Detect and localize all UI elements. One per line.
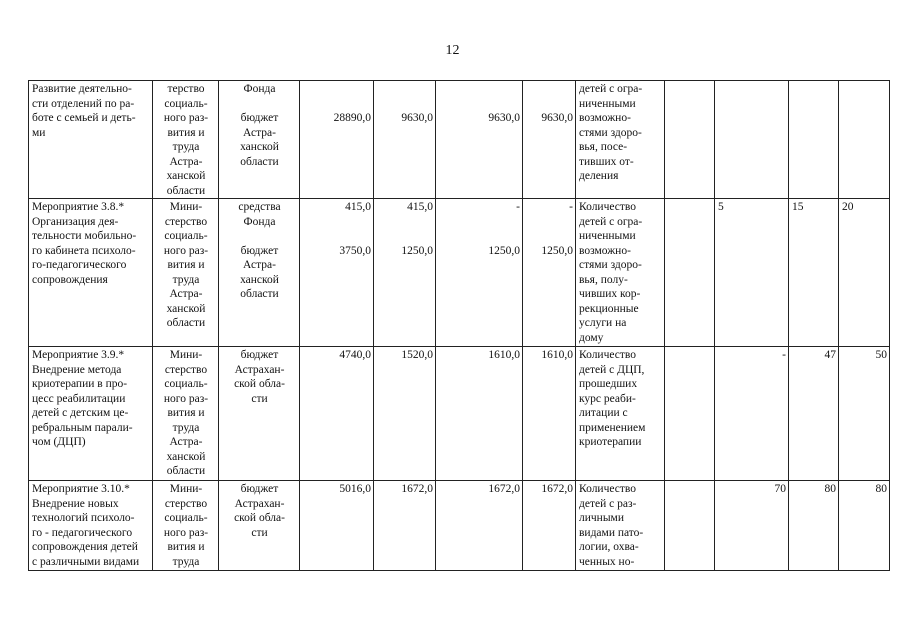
cell-text-line: социаль- xyxy=(164,97,208,110)
cell-text-line: социаль- xyxy=(164,230,208,242)
cell-text-line: го кабинета психоло- xyxy=(32,244,136,257)
cell-text-line: ченных но- xyxy=(579,555,635,568)
cell-text-line: области xyxy=(240,288,279,300)
cell-text-line: ребральным парали- xyxy=(32,421,133,434)
cell-text-line: Мероприятие 3.10.* xyxy=(32,483,130,495)
executor-cell xyxy=(153,481,219,571)
cell-text-line: чом (ДЦП) xyxy=(32,436,86,448)
amount-value: - xyxy=(569,201,573,213)
cell-text-line: цесс реабилитации xyxy=(32,392,126,405)
cell-text-line: социаль- xyxy=(164,378,208,390)
cell-text-line: рекционные xyxy=(579,302,639,315)
target-year1-cell: - xyxy=(715,347,789,481)
executor-cell xyxy=(153,199,219,347)
cell-text-line: области xyxy=(240,155,279,168)
executor-cell xyxy=(153,347,219,481)
total-amount-cell xyxy=(300,481,374,571)
cell-text-line: Развитие деятельно- xyxy=(32,83,132,95)
funding-source-cell xyxy=(219,347,300,481)
cell-text-line: технологий психоло- xyxy=(32,512,135,524)
amount-value: 1610,0 xyxy=(488,349,520,361)
cell-text-line: криотерапии xyxy=(579,436,642,448)
cell-text-line: области xyxy=(166,184,206,197)
cell-text-line: бюджет xyxy=(240,112,279,124)
executor-cell xyxy=(153,81,219,199)
cell-text-line: Мероприятие 3.8.* xyxy=(32,201,125,213)
cell-text-line: стями здоро- xyxy=(579,126,642,139)
amount-value: 1250,0 xyxy=(401,244,433,257)
measure-title-cell xyxy=(29,81,153,199)
cell-text-line xyxy=(222,97,297,112)
amount-value: 1250,0 xyxy=(488,244,520,257)
cell-text-line: Астра- xyxy=(169,436,203,448)
cell-text-line: возможно- xyxy=(579,112,631,124)
cell-text-line: детей с ДЦП, xyxy=(579,363,645,376)
amount-value: 1672,0 xyxy=(488,483,520,495)
year3-amount-cell xyxy=(523,347,576,481)
cell-text-line: Организация дея- xyxy=(32,215,119,228)
cell-text-line: ного раз- xyxy=(163,526,209,539)
cell-text-line: ской обла- xyxy=(234,512,285,524)
cell-text-line: тивших от- xyxy=(579,155,634,168)
cell-text-line: стерство xyxy=(164,215,208,228)
cell-text-line: Количество xyxy=(579,483,636,495)
cell-text-line: ниченными xyxy=(579,97,636,110)
cell-text-line: Астра- xyxy=(169,155,203,168)
cell-text-line: Астра- xyxy=(169,288,203,300)
cell-text-line: сопровождения xyxy=(32,273,108,286)
cell-text-line: тельности мобильно- xyxy=(32,230,137,242)
target-year3-cell xyxy=(839,81,890,199)
cell-text-line: детей с раз- xyxy=(579,497,637,510)
year3-amount-cell xyxy=(523,81,576,199)
year3-amount-cell xyxy=(523,199,576,347)
cell-text-line: го - педагогического xyxy=(32,526,133,539)
page-number: 12 xyxy=(445,43,460,58)
cell-text-line: бюджет xyxy=(240,244,279,257)
indicator-cell xyxy=(576,481,665,571)
cell-text-line: ханской xyxy=(166,170,206,182)
indicator-cell xyxy=(576,347,665,481)
cell-text-line: Астра- xyxy=(243,126,276,139)
year1-amount-cell xyxy=(374,347,436,481)
cell-text-line: сопровождения детей xyxy=(32,541,138,553)
measure-title-cell xyxy=(29,347,153,481)
measure-title-cell xyxy=(29,199,153,347)
target-year3-cell: 80 xyxy=(839,481,890,571)
cell-text-line: вития и xyxy=(167,407,205,419)
cell-text-line: ми xyxy=(32,126,46,139)
cell-text-line: Астрахан- xyxy=(234,363,285,376)
cell-text-line: вития и xyxy=(167,126,205,139)
cell-text-line: труда xyxy=(172,555,200,568)
cell-text-line: ханской xyxy=(166,450,206,463)
year1-amount-cell xyxy=(374,81,436,199)
amount-value: 1672,0 xyxy=(401,483,433,495)
cell-text-line: стерство xyxy=(164,363,208,376)
cell-text-line: сти xyxy=(251,526,268,539)
amount-value: 4740,0 xyxy=(339,349,371,361)
cell-text-line: логии, охва- xyxy=(579,541,639,553)
cell-text-line: Внедрение метода xyxy=(32,363,122,376)
cell-text-line: детей с детским це- xyxy=(32,407,129,419)
year1-amount-cell xyxy=(374,199,436,347)
amount-value: 1672,0 xyxy=(541,483,573,495)
cell-text-line: курс реаби- xyxy=(579,392,636,405)
cell-text-line: ханской xyxy=(166,302,206,315)
year2-amount-cell xyxy=(436,481,523,571)
target-year1-cell: 70 xyxy=(715,481,789,571)
year3-amount-cell xyxy=(523,481,576,571)
cell-text-line: терство xyxy=(167,83,205,95)
cell-text-line: бюджет xyxy=(240,483,279,495)
amount-value: - xyxy=(516,201,520,213)
cell-text-line: Мероприятие 3.9.* xyxy=(32,349,125,361)
cell-text-line: детей с огра- xyxy=(579,215,643,228)
table-row xyxy=(29,347,890,481)
funding-source-cell xyxy=(219,481,300,571)
cell-text-line xyxy=(222,229,297,244)
cell-text-line: стями здоро- xyxy=(579,259,642,271)
cell-text-line: с различными видами xyxy=(32,555,140,568)
cell-text-line: сти отделений по ра- xyxy=(32,97,135,110)
funding-source-cell xyxy=(219,81,300,199)
total-amount-cell xyxy=(300,81,374,199)
cell-text-line: видами пато- xyxy=(579,526,644,539)
cell-text-line: возможно- xyxy=(579,244,631,257)
cell-text-line: применением xyxy=(579,421,646,434)
cell-text-line: сти xyxy=(251,392,268,405)
cell-text-line: ного раз- xyxy=(163,392,209,405)
table-row xyxy=(29,481,890,571)
amount-value: 1520,0 xyxy=(401,349,433,361)
cell-text-line: ханской xyxy=(240,273,279,286)
target-year3-cell: 20 xyxy=(839,199,890,347)
cell-text-line: области xyxy=(166,317,206,329)
total-amount-cell xyxy=(300,199,374,347)
target-base-cell xyxy=(665,347,715,481)
funding-source-cell xyxy=(219,199,300,347)
cell-text-line: труда xyxy=(172,141,200,153)
cell-text-line: Фонда xyxy=(243,215,276,228)
cell-text-line: личными xyxy=(579,512,624,524)
target-base-cell xyxy=(665,81,715,199)
cell-text-line: Количество xyxy=(579,201,636,213)
amount-value: 28890,0 xyxy=(333,112,371,124)
year1-amount-cell xyxy=(374,481,436,571)
cell-text-line: вья, полу- xyxy=(579,273,628,286)
cell-text-line: Внедрение новых xyxy=(32,497,119,510)
cell-text-line: услуги на xyxy=(579,317,627,329)
cell-text-line: стерство xyxy=(164,497,208,510)
cell-text-line: криотерапии в про- xyxy=(32,378,128,390)
cell-text-line: Фонда xyxy=(243,83,276,95)
target-year1-cell xyxy=(715,81,789,199)
cell-text-line: ного раз- xyxy=(163,244,209,257)
target-base-cell xyxy=(665,199,715,347)
cell-text-line: области xyxy=(166,465,206,477)
amount-value: 9630,0 xyxy=(488,112,520,124)
amount-value: 9630,0 xyxy=(541,112,573,124)
cell-text-line: вития и xyxy=(167,541,205,553)
program-table xyxy=(28,80,890,571)
cell-text-line: литации с xyxy=(579,407,628,419)
cell-text-line: Астра- xyxy=(243,259,276,271)
indicator-cell xyxy=(576,81,665,199)
cell-text-line: Мини- xyxy=(169,201,203,213)
cell-text-line: Мини- xyxy=(169,349,203,361)
cell-text-line: детей с огра- xyxy=(579,83,643,95)
cell-text-line: прошедших xyxy=(579,378,638,390)
target-year2-cell: 15 xyxy=(789,199,839,347)
cell-text-line: чивших кор- xyxy=(579,288,641,300)
target-year2-cell: 80 xyxy=(789,481,839,571)
cell-text-line: ного раз- xyxy=(163,112,209,124)
amount-value: 415,0 xyxy=(407,201,433,213)
cell-text-line: ханской xyxy=(240,141,279,153)
cell-text-line: деления xyxy=(579,170,619,182)
cell-text-line: дому xyxy=(579,331,604,344)
target-base-cell xyxy=(665,481,715,571)
amount-value: 9630,0 xyxy=(401,112,433,124)
cell-text-line: социаль- xyxy=(164,512,208,524)
total-amount-cell xyxy=(300,347,374,481)
cell-text-line: Количество xyxy=(579,349,636,361)
cell-text-line: вития и xyxy=(167,259,205,271)
cell-text-line: ской обла- xyxy=(234,378,285,390)
amount-value: 415,0 xyxy=(345,201,371,213)
cell-text-line: Мини- xyxy=(169,483,203,495)
target-year1-cell: 5 xyxy=(715,199,789,347)
cell-text-line: труда xyxy=(172,273,200,286)
amount-value: 3750,0 xyxy=(339,244,371,257)
year2-amount-cell xyxy=(436,81,523,199)
year2-amount-cell xyxy=(436,199,523,347)
amount-value: 5016,0 xyxy=(339,483,371,495)
cell-text-line: труда xyxy=(172,421,200,434)
target-year2-cell: 47 xyxy=(789,347,839,481)
amount-value: 1610,0 xyxy=(541,349,573,361)
cell-text-line: ниченными xyxy=(579,230,636,242)
cell-text-line: боте с семьей и деть- xyxy=(32,112,136,124)
cell-text-line: бюджет xyxy=(240,349,279,361)
amount-value: 1250,0 xyxy=(541,244,573,257)
target-year2-cell xyxy=(789,81,839,199)
table-row xyxy=(29,81,890,199)
cell-text-line: го-педагогического xyxy=(32,259,127,271)
cell-text-line: вья, посе- xyxy=(579,141,628,153)
cell-text-line: Астрахан- xyxy=(234,497,285,510)
measure-title-cell xyxy=(29,481,153,571)
indicator-cell xyxy=(576,199,665,347)
table-row xyxy=(29,199,890,347)
year2-amount-cell xyxy=(436,347,523,481)
cell-text-line: средства xyxy=(238,201,281,213)
target-year3-cell: 50 xyxy=(839,347,890,481)
